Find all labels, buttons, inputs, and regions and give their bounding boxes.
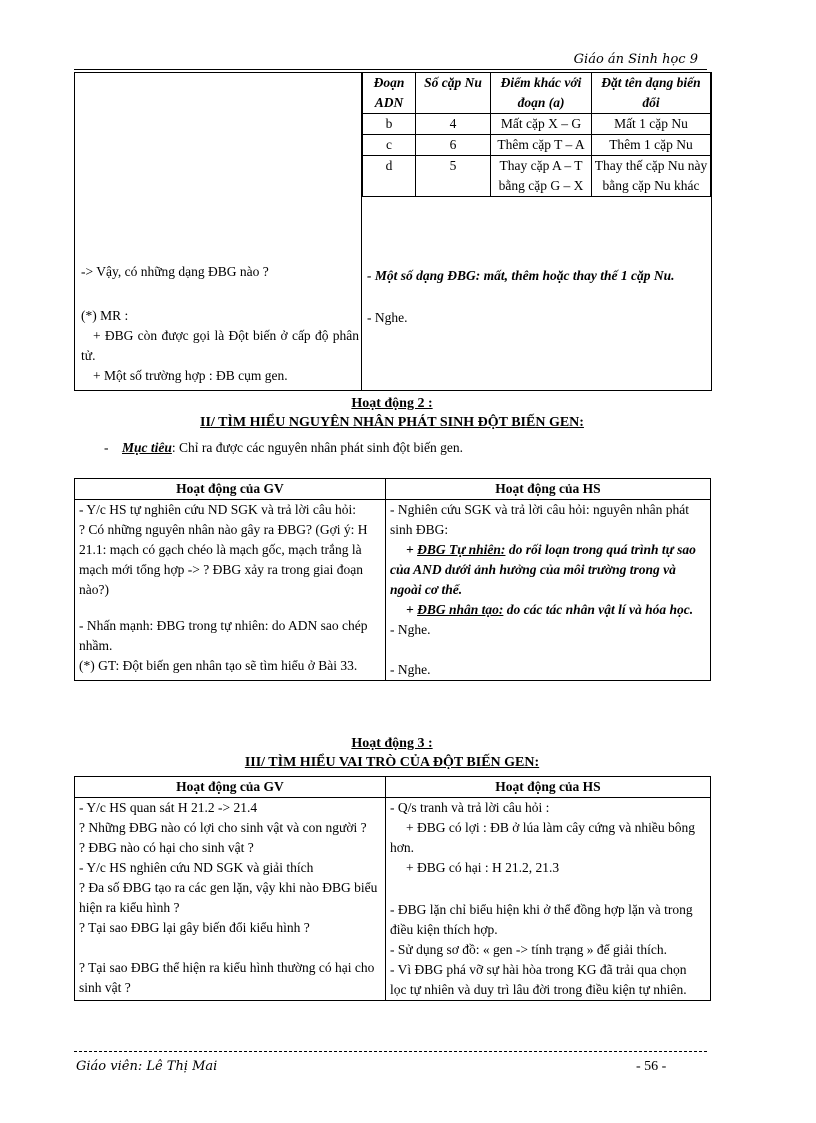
gv-cell	[75, 798, 386, 1001]
hs-item: - Nghiên cứu SGK và trả lời câu hỏi: nguyên nhân phát sinh ĐBG:	[390, 502, 690, 537]
page-number: - 56 -	[636, 1059, 667, 1074]
table-row	[363, 135, 711, 156]
bullet: -	[104, 440, 122, 455]
cell: Mất cặp X – G	[491, 114, 592, 135]
cell: Thêm 1 cặp Nu	[592, 135, 711, 156]
hs-item: - Q/s tranh và trả lời câu hỏi :	[390, 800, 550, 815]
section3-title: III/ TÌM HIỂU VAI TRÒ CỦA ĐỘT BIẾN GEN:	[244, 755, 540, 770]
gv-item: ? Tại sao ĐBG thể hiện ra kiểu hình thường có hại cho sinh vật ?	[79, 960, 375, 995]
gv-item: ? Tại sao ĐBG lại gây biến đổi kiểu hình ?	[79, 920, 310, 935]
goal-text: : Chỉ ra được các nguyên nhân phát sinh đột biến gen.	[171, 440, 464, 455]
col-gv: Hoạt động của GV	[75, 479, 386, 500]
hs-item: - Nghe.	[390, 662, 431, 677]
mr-label: (*) MR :	[81, 308, 129, 323]
gv-item: ? ĐBG nào có hại cho sinh vật ?	[79, 840, 254, 855]
gv-item: - Y/c HS nghiên cứu ND SGK và giải thích	[79, 860, 314, 875]
hs-text: do các tác nhân vật lí và hóa học.	[506, 602, 694, 617]
cell: Thay cặp A – T bằng cặp G – X	[491, 156, 592, 197]
cell: c	[363, 135, 416, 156]
hs-label: ĐBG nhân tạo:	[417, 602, 504, 617]
table-row	[363, 156, 711, 197]
activity-3-title: Hoạt động 3 :	[351, 736, 433, 751]
col-dat-ten: Đặt tên dạng biến đổi	[592, 73, 711, 114]
hs-item: + ĐBG nhân tạo: do các tác nhân vật lí và hóa học.	[406, 602, 694, 617]
section2-title: II/ TÌM HIỂU NGUYÊN NHÂN PHÁT SINH ĐỘT BIẾN GEN:	[200, 415, 584, 430]
goal-line	[104, 438, 704, 458]
col-hs: Hoạt động của HS	[386, 479, 711, 500]
hs-cell	[386, 500, 711, 681]
table-row	[363, 114, 711, 135]
hs-item: + ĐBG có hại : H 21.2, 21.3	[406, 860, 560, 875]
gv-item: ? Đa số ĐBG tạo ra các gen lặn, vậy khi nào ĐBG biểu hiện ra kiểu hình ?	[79, 880, 378, 915]
conclusion-text: - Một số dạng ĐBG: mất, thêm hoặc thay thế 1 cặp Nu.	[367, 268, 675, 283]
hs-item: - Vì ĐBG phá vỡ sự hài hòa trong KG đã trải qua chọn lọc tự nhiên và duy trì lâu đời trong điều kiện tự nhiên.	[390, 962, 687, 997]
col-gv: Hoạt động của GV	[75, 777, 386, 798]
cell: Thêm cặp T – A	[491, 135, 592, 156]
activity-2-table	[74, 478, 711, 681]
col-so-cap-nu: Số cặp Nu	[416, 73, 491, 114]
hs-label: ĐBG Tự nhiên:	[417, 542, 506, 557]
hs-item: - Nghe.	[390, 622, 431, 637]
cell: 5	[416, 156, 491, 197]
mutation-table-header	[363, 73, 711, 114]
col-hs: Hoạt động của HS	[386, 777, 711, 798]
footer-teacher: Giáo viên: Lê Thị Mai	[76, 1059, 218, 1074]
table-row	[75, 798, 711, 1001]
cell: 6	[416, 135, 491, 156]
col-doan-adn: Đoạn ADN	[363, 73, 416, 114]
section1-frame	[74, 72, 712, 391]
listen-text: - Nghe.	[367, 310, 408, 325]
hs-text: do rối loạn trong quá trình tự sao của AND dưới ảnh hưởng của môi trường trong và ngoài cơ thể.	[390, 542, 696, 597]
activity-3-header	[75, 777, 711, 798]
gv-item: - Y/c HS quan sát H 21.2 -> 21.4	[79, 800, 258, 815]
cell: b	[363, 114, 416, 135]
gv-item: ? Những ĐBG nào có lợi cho sinh vật và con người ?	[79, 820, 367, 835]
hs-cell	[386, 798, 711, 1001]
hs-item: - Sử dụng sơ đồ: « gen -> tính trạng » để giải thích.	[390, 942, 668, 957]
table-row	[75, 500, 711, 681]
goal-label: Mục tiêu	[122, 440, 172, 455]
cell: Thay thế cặp Nu này bằng cặp Nu khác	[592, 156, 711, 197]
gv-item: (*) GT: Đột biến gen nhân tạo sẽ tìm hiểu ở Bài 33.	[79, 658, 358, 673]
mr-item-2: + Một số trường hợp : ĐB cụm gen.	[93, 368, 288, 383]
col-diem-khac: Điểm khác với đoạn (a)	[491, 73, 592, 114]
cell: 4	[416, 114, 491, 135]
mutation-table	[362, 72, 711, 197]
hs-item: - ĐBG lặn chỉ biểu hiện khi ở thể đồng hợp lặn và trong điều kiện thích hợp.	[390, 902, 693, 937]
cell: d	[363, 156, 416, 197]
header-title: Giáo án Sinh học 9	[573, 52, 698, 67]
activity-3-table	[74, 776, 711, 1001]
hs-item: + ĐBG Tự nhiên: do rối loạn trong quá trình tự sao của AND dưới ảnh hưởng của môi trường trong và ngoài cơ thể.	[390, 542, 696, 597]
mr-item-1: + ĐBG còn được gọi là Đột biến ở cấp độ phân tử.	[81, 328, 359, 363]
cell: Mất 1 cặp Nu	[592, 114, 711, 135]
gv-item: ? Có những nguyên nhân nào gây ra ĐBG? (Gợi ý: H 21.1: mạch có gạch chéo là mạch gốc, mạch trắng là mạch mới tổng hợp -> ? ĐBG xảy ra trong giai đoạn nào?)	[79, 522, 368, 597]
gv-item: - Nhấn mạnh: ĐBG trong tự nhiên: do ADN sao chép nhầm.	[79, 618, 368, 653]
activity-2-header	[75, 479, 711, 500]
hs-item: + ĐBG có lợi : ĐB ở lúa làm cây cứng và nhiều bông hơn.	[390, 820, 696, 855]
question-text: -> Vậy, có những dạng ĐBG nào ?	[81, 264, 269, 279]
footer-rule	[74, 1051, 707, 1052]
activity-2-title: Hoạt động 2 :	[351, 396, 433, 411]
gv-item: - Y/c HS tự nghiên cứu ND SGK và trả lời câu hỏi:	[79, 502, 356, 517]
gv-cell	[75, 500, 386, 681]
